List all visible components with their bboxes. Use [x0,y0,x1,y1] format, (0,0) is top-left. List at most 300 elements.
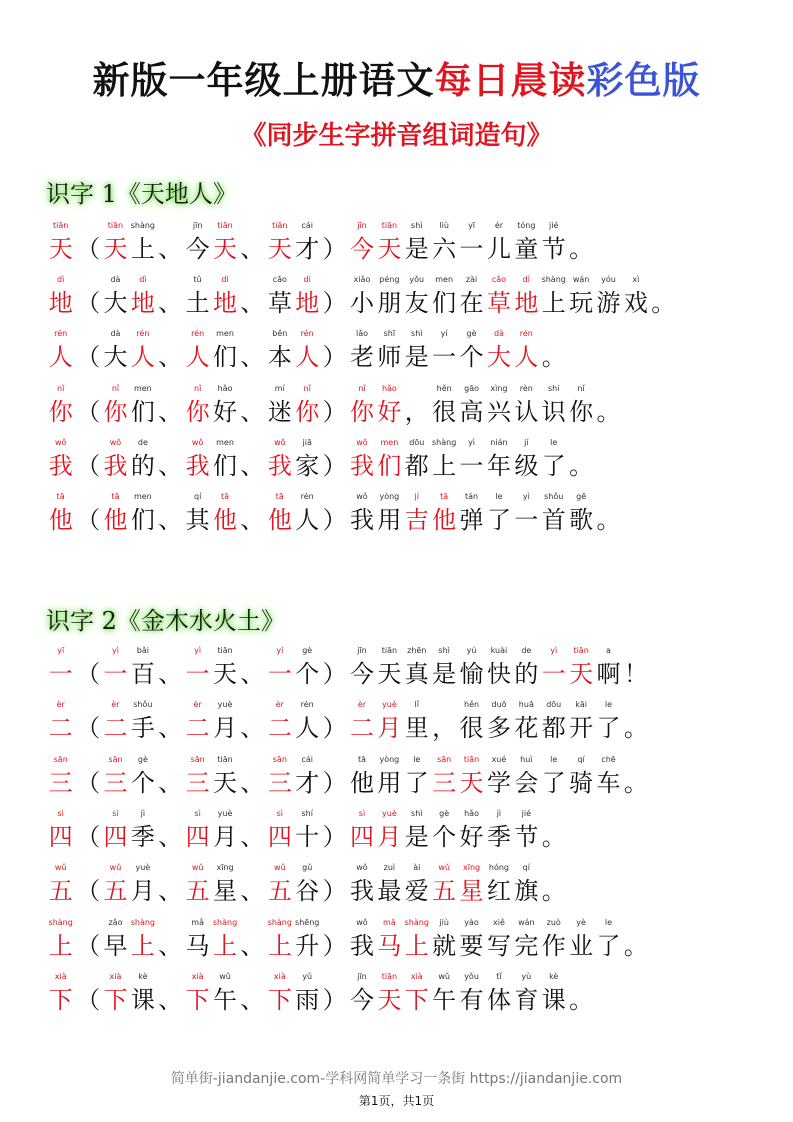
pinyin: shàng [404,917,429,927]
hanzi: ！ [623,660,648,688]
pinyin-cell [540,329,567,341]
hanzi-line [47,876,567,906]
pinyin: tiān [107,221,124,230]
pinyin: rén [300,329,314,339]
pinyin: èr [193,700,202,710]
pinyin: tiān [272,221,288,230]
pinyin-cell [239,646,266,658]
pinyin: sān [272,754,287,764]
pinyin-cell [650,275,677,287]
pinyin-cell [430,863,457,875]
pinyin-cell [266,863,293,875]
pinyin-cell [595,755,622,767]
hanzi: 一 [103,660,128,688]
pinyin: tiān [217,221,233,230]
pinyin-cell [513,755,540,767]
pinyin: ér [494,221,504,230]
hanzi: （ [76,822,101,851]
pinyin: dà [110,275,121,285]
pinyin-cell [540,863,567,875]
hanzi: 会 [514,768,539,797]
pinyin-cell [321,700,348,712]
pinyin: shì [411,808,423,818]
pinyin-cell [294,646,321,658]
hanzi: 人 [295,343,320,372]
pinyin: hěn [464,700,480,710]
pinyin-cell [47,809,74,821]
hanzi: 完 [514,931,539,960]
pinyin-cell [102,863,129,875]
pinyin-cell [321,918,348,930]
hanzi: 我 [48,451,73,480]
pinyin: tǔ [193,275,202,285]
hanzi: 们 [130,506,155,534]
hanzi: 。 [623,714,648,743]
pinyin-cell [211,863,238,875]
pinyin: mí [274,383,285,393]
hanzi: 四 [103,822,128,851]
pinyin-cell [211,221,238,233]
pinyin-cell [239,972,266,984]
pinyin: men [133,383,152,393]
hanzi: 下 [404,985,429,1014]
pinyin-cell [458,275,485,287]
hanzi: 很 [432,397,457,426]
pinyin: jīn [357,646,367,655]
hanzi: ） [322,822,347,851]
hanzi: 、 [240,822,265,851]
pinyin: èr [275,700,284,710]
pinyin-cell [47,646,74,658]
hanzi: 个 [432,822,457,851]
pinyin-cell [595,646,622,658]
hanzi: 、 [158,660,183,688]
pinyin-cell [294,329,321,341]
pinyin: tā [357,754,367,764]
pinyin-cell [129,438,156,450]
pinyin-cell [458,863,485,875]
pinyin: xià [109,971,122,981]
pinyin-cell [485,646,512,658]
pinyin-cell [102,275,129,287]
pinyin-cell [74,700,101,712]
pinyin: zuì [383,863,396,873]
pinyin: rèn [519,383,533,393]
hanzi: （ [76,451,101,480]
pinyin-cell [294,438,321,450]
pinyin: nián [490,437,508,447]
hanzi: 是 [404,822,429,851]
pinyin-cell [485,972,512,984]
pinyin: wǒ [54,437,67,447]
hanzi: 五 [48,877,73,906]
pinyin-cell [47,492,74,504]
pinyin-cell [239,438,266,450]
hanzi: 你 [185,397,210,426]
pinyin: men [216,437,234,447]
pinyin: jì [140,808,146,818]
hanzi-line [47,713,650,743]
hanzi: 三 [48,768,73,797]
pinyin-cell [567,918,594,930]
hanzi: 三 [103,768,128,797]
pinyin: bǎi [136,646,149,655]
pinyin: hěn [436,383,452,393]
hanzi: 你 [569,397,594,426]
pinyin-cell [266,275,293,287]
pinyin: wǒ [356,917,368,927]
hanzi: 他 [103,506,128,534]
pinyin: gē [576,492,587,501]
pinyin-cell [540,384,567,396]
pinyin-cell [567,700,594,712]
hanzi: ） [322,660,347,688]
pinyin-cell [348,221,375,233]
pinyin: zǎo [108,917,123,927]
pinyin-cell [567,275,594,287]
pinyin: gè [302,646,313,655]
pinyin-cell [74,809,101,821]
pinyin: tán [464,492,479,501]
pinyin: dì [139,275,147,285]
pinyin: men [435,275,454,285]
hanzi: 四 [349,822,374,851]
pinyin-cell [540,646,567,658]
pinyin: sì [358,808,366,818]
pinyin: lǐ [414,700,419,710]
hanzi: 了 [596,714,621,743]
hanzi: 人 [514,343,539,372]
pinyin-cell [348,700,375,712]
hanzi: 家 [295,451,320,480]
hanzi-line [47,985,595,1015]
pinyin-cell [47,863,74,875]
pinyin: wǔ [438,863,450,873]
section-heading-2: 识字 2《金木水火土》 [46,607,285,635]
pinyin-cell [211,646,238,658]
pinyin: hóng [488,863,509,873]
hanzi: 人 [48,343,73,372]
hanzi: （ [76,289,101,318]
pinyin-cell [184,221,211,233]
pinyin: nǐ [111,383,120,393]
hanzi: 爱 [404,877,429,906]
pinyin-cell [102,646,129,658]
pinyin-cell [430,646,457,658]
pinyin: zài [465,275,478,285]
pinyin: shi [547,383,560,393]
hanzi: 一 [541,660,566,688]
pinyin-cell [239,755,266,767]
pinyin: men [133,492,152,501]
pinyin: yì [468,437,476,447]
pinyin-cell [74,329,101,341]
pinyin: dì [57,275,65,285]
hanzi: ） [322,343,347,372]
hanzi: （ [76,506,101,534]
pinyin-cell [129,646,156,658]
hanzi: 。 [596,397,621,426]
hanzi: 我 [349,931,374,960]
hanzi: 马 [377,931,402,960]
hanzi: 天 [267,235,292,263]
pinyin-cell [348,863,375,875]
hanzi: 是 [432,660,457,688]
pinyin: gǔ [302,863,313,873]
pinyin: cái [301,754,313,764]
pinyin: de [137,437,148,447]
hanzi: 草 [486,289,511,318]
footer-watermark: 简单街-jiandanjie.com-学科网简单学习一条街 https://jiandanjie.com [170,1071,623,1087]
pinyin: jí [414,492,419,501]
pinyin: huì [520,754,533,764]
pinyin: le [413,754,421,764]
hanzi: 你 [349,397,374,426]
hanzi: 五 [103,877,128,906]
hanzi: 、 [240,451,265,480]
hanzi: 了 [541,768,566,797]
pinyin: shì [411,221,423,230]
pinyin-cell [348,384,375,396]
hanzi: 二 [103,714,128,743]
pinyin: yuè [217,700,233,710]
pinyin-cell [321,329,348,341]
pinyin-cell [74,275,101,287]
page-title [0,50,793,104]
pinyin-cell [376,221,403,233]
pinyin: yào [464,917,479,927]
pinyin-cell [348,755,375,767]
hanzi: 。 [541,343,566,372]
pinyin-cell [266,438,293,450]
pinyin-cell [403,221,430,233]
hanzi: 今 [349,985,374,1014]
hanzi: 五 [267,877,292,906]
hanzi: 、 [240,660,265,688]
hanzi: 小 [349,289,374,318]
pinyin-cell [403,646,430,658]
hanzi: 。 [596,506,621,534]
pinyin: mǎ [383,917,396,927]
pinyin-cell [74,918,101,930]
hanzi: 他 [432,506,457,534]
title-part-red: 每日晨读 [434,58,587,102]
pinyin-cell [102,329,129,341]
pinyin-cell [294,918,321,930]
pinyin-cell [458,700,485,712]
pinyin-cell [376,809,403,821]
pinyin-cell [211,700,238,712]
pinyin-cell [211,384,238,396]
pinyin: hǎo [217,383,233,393]
hanzi: 花 [514,714,539,743]
pinyin-cell [376,438,403,450]
hanzi-line [47,342,567,372]
pinyin: nǐ [193,383,202,393]
pinyin-cell [458,646,485,658]
pinyin: tā [111,492,120,501]
pinyin-cell [294,275,321,287]
pinyin: hǎo [381,383,397,393]
pinyin: tiān [381,971,398,981]
pinyin: xià [54,971,67,981]
hanzi: 、 [240,931,265,960]
pinyin-cell [266,809,293,821]
pinyin: yuè [135,863,151,873]
pinyin-cell [376,918,403,930]
pinyin: shǒu [544,492,564,501]
pinyin: xiě [492,917,505,927]
pinyin-cell [266,755,293,767]
pinyin-cell [348,972,375,984]
pinyin-cell [321,755,348,767]
pinyin-cell [348,809,375,821]
hanzi: 老 [349,343,374,372]
pinyin: èr [56,700,65,710]
pinyin: yí [440,329,448,339]
hanzi: 、 [240,235,265,263]
pinyin-cell [294,221,321,233]
pinyin-row [47,755,650,767]
pinyin: dà [493,329,504,339]
pinyin-cell [458,918,485,930]
pinyin-cell [157,700,184,712]
pinyin-cell [403,329,430,341]
hanzi: 上 [130,931,155,960]
pinyin-cell [376,646,403,658]
hanzi: 很 [459,714,484,743]
pinyin: yóu [601,275,616,285]
pinyin-row [47,384,622,396]
pinyin-cell [211,755,238,767]
pinyin-cell [348,918,375,930]
pinyin-cell [102,972,129,984]
pinyin-cell [211,809,238,821]
hanzi: 月 [377,822,402,851]
pinyin: tóng [517,221,536,230]
pinyin-cell [567,221,594,233]
hanzi: 才 [295,235,320,263]
hanzi: 。 [651,289,676,318]
hanzi: 。 [541,877,566,906]
pinyin-cell [129,275,156,287]
hanzi: 戏 [623,289,648,318]
hanzi: 认 [514,397,539,426]
hanzi: 天 [377,985,402,1014]
pinyin-cell [540,809,567,821]
hanzi: 。 [541,822,566,851]
hanzi: 四 [185,822,210,851]
hanzi-line [47,397,622,427]
pinyin-row [47,809,567,821]
pinyin-cell [403,700,430,712]
pinyin-cell [184,646,211,658]
pinyin-cell [403,438,430,450]
hanzi: 迷 [267,397,292,426]
pinyin: péng [379,275,400,285]
hanzi: 五 [432,877,457,906]
pinyin-cell [211,438,238,450]
pinyin: chē [601,754,616,764]
pinyin-cell [129,755,156,767]
hanzi: 他 [267,506,292,534]
hanzi: 一 [432,343,457,372]
pinyin-cell [513,809,540,821]
hanzi: 二 [267,714,292,743]
hanzi: 们 [213,343,238,372]
pinyin: kāi [575,700,587,710]
hanzi: 歌 [569,506,594,534]
hanzi: 其 [185,506,210,534]
pinyin-cell [157,755,184,767]
pinyin-cell [403,863,430,875]
hanzi: 季 [130,822,155,851]
hanzi: 个 [459,343,484,372]
pinyin: yòng [379,492,400,501]
pinyin-cell [74,972,101,984]
pinyin-cell [403,809,430,821]
hanzi: ） [322,768,347,797]
pinyin: yuè [382,700,397,710]
hanzi: 雨 [295,985,320,1014]
pinyin: wǒ [356,437,368,447]
hanzi: 我 [349,506,374,534]
hanzi: 他 [349,768,374,797]
hanzi: 天 [377,660,402,688]
pinyin: shǒu [133,700,153,710]
hanzi: 十 [295,822,320,851]
section-heading-1: 识字 1《天地人》 [46,180,237,208]
pinyin: qí [577,754,585,764]
pinyin: èr [111,700,120,710]
hanzi: （ [76,714,101,743]
hanzi: 午 [432,985,457,1014]
hanzi: 们 [377,451,402,480]
hanzi: ， [432,714,457,743]
hanzi: 好 [459,822,484,851]
pinyin: zuò [546,917,561,927]
pinyin: yì [194,646,202,655]
hanzi: 他 [48,506,73,534]
pinyin-cell [321,275,348,287]
pinyin-cell [47,438,74,450]
hanzi: ） [322,877,347,906]
pinyin-cell [513,863,540,875]
hanzi: 三 [432,768,457,797]
pinyin: xì [632,275,640,285]
hanzi-line [47,451,595,481]
hanzi: 才 [295,768,320,797]
pinyin: jié [521,808,532,818]
hanzi: 上 [404,931,429,960]
pinyin-cell [184,329,211,341]
hanzi: 、 [158,931,183,960]
pinyin: shàng [48,917,73,927]
hanzi: 你 [48,397,73,426]
hanzi: 大 [103,289,128,318]
pinyin: rén [519,329,533,339]
pinyin-row [47,275,677,287]
pinyin: wǒ [191,437,204,447]
hanzi: 天 [377,235,402,263]
pinyin-cell [540,700,567,712]
pinyin: sì [112,808,119,818]
pinyin-cell [567,384,594,396]
pinyin-cell [595,918,622,930]
hanzi: 天 [459,768,484,797]
pinyin-cell [266,221,293,233]
pinyin: wán [572,275,590,285]
